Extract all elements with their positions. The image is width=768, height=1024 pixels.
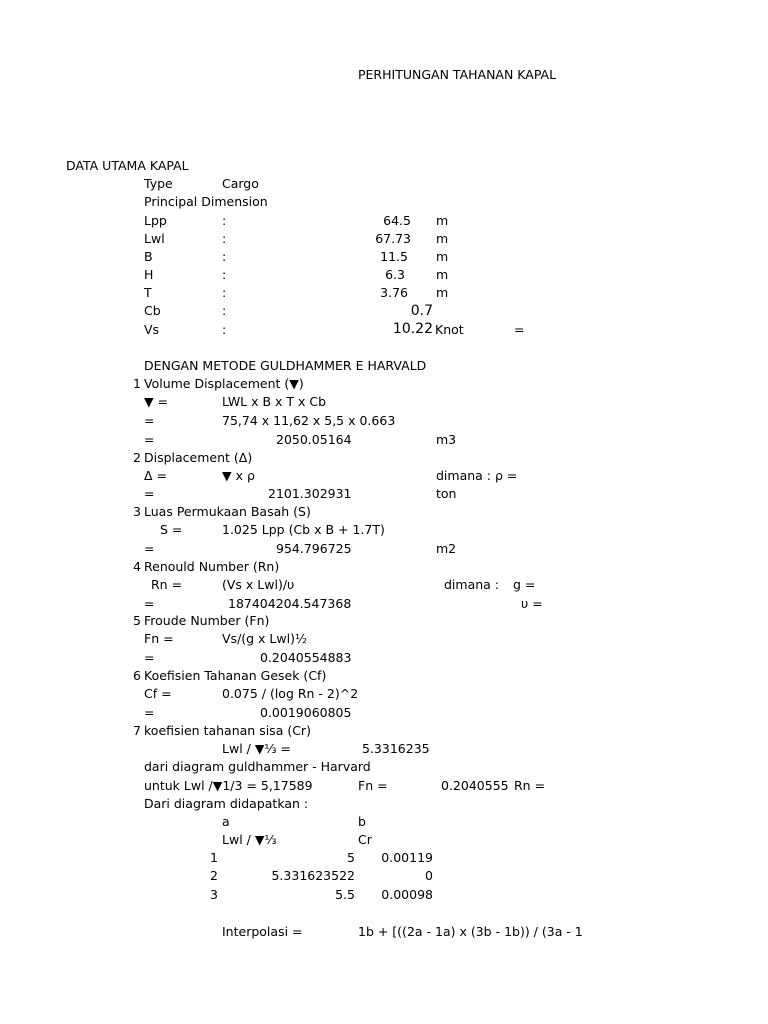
type-value: Cargo <box>222 176 259 191</box>
table-cell-b: 0 <box>425 868 433 883</box>
section-title: Koefisien Tahanan Gesek (Cf) <box>144 668 327 683</box>
formula-rhs: LWL x B x T x Cb <box>222 394 327 409</box>
dim-colon: : <box>222 213 227 228</box>
dim-unit: m <box>436 231 449 246</box>
section-title: Volume Displacement (▼) <box>144 376 304 391</box>
formula-lhs: Cf = <box>144 686 172 701</box>
ratio-label: Lwl / ▼⅓ = <box>222 741 291 756</box>
dim-label: H <box>144 267 154 282</box>
section-title: Displacement (Δ) <box>144 450 253 465</box>
formula-lhs: Δ = <box>144 468 167 483</box>
formula-lhs: = <box>144 413 155 428</box>
type-label: Type <box>144 176 173 191</box>
section-title: koefisien tahanan sisa (Cr) <box>144 723 311 738</box>
dim-value: 11.5 <box>380 249 408 264</box>
table-cell-a: 5 <box>347 850 355 865</box>
section-number: 5 <box>133 613 141 628</box>
section-number: 6 <box>133 668 141 683</box>
dim-value: 67.73 <box>375 231 411 246</box>
dim-label: Lpp <box>144 213 167 228</box>
fn-label: Fn = <box>358 778 388 793</box>
rn-label: Rn = <box>514 778 546 793</box>
formula-rhs: ▼ x ρ <box>222 468 255 483</box>
formula-lhs: = <box>144 650 155 665</box>
dim-unit: m <box>436 213 449 228</box>
dim-colon: : <box>222 249 227 264</box>
result-unit: m2 <box>436 541 457 556</box>
formula-rhs: Vs/(g x Lwl)½ <box>222 631 308 646</box>
formula-lhs: = <box>144 432 155 447</box>
method-heading: DENGAN METODE GULDHAMMER E HARVALD <box>144 358 427 373</box>
section-number: 2 <box>133 450 141 465</box>
dim-label: Lwl <box>144 231 165 246</box>
formula-rhs: 75,74 x 11,62 x 5,5 x 0.663 <box>222 413 396 428</box>
principal-dimension-label: Principal Dimension <box>144 194 268 209</box>
dimana-note: dimana : <box>444 577 500 592</box>
section-title: Froude Number (Fn) <box>144 613 270 628</box>
untuk-line: untuk Lwl /▼1/3 = 5,17589 <box>144 778 313 793</box>
dim-label: Vs <box>144 322 160 337</box>
section-title: Renould Number (Rn) <box>144 559 280 574</box>
section-number: 3 <box>133 504 141 519</box>
formula-rhs: (Vs x Lwl)/υ <box>222 577 295 592</box>
column-header-a: a <box>222 814 230 829</box>
section-number: 7 <box>133 723 141 738</box>
interpolasi-label: Interpolasi = <box>222 924 303 939</box>
g-label: g = <box>513 577 536 592</box>
formula-rhs: 1.025 Lpp (Cb x B + 1.7T) <box>222 522 385 537</box>
formula-lhs: Fn = <box>144 631 174 646</box>
section-number: 4 <box>133 559 141 574</box>
dim-label: T <box>144 285 152 300</box>
dim-unit: m <box>436 285 449 300</box>
dim-unit: Knot <box>435 322 464 337</box>
fn-value: 0.2040555 <box>441 778 509 793</box>
dim-label: Cb <box>144 303 161 318</box>
dim-colon: : <box>222 303 227 318</box>
nu-label: υ = <box>521 596 543 611</box>
table-cell-a: 5.5 <box>335 887 355 902</box>
dim-value: 64.5 <box>383 213 411 228</box>
dim-value: 0.7 <box>410 303 433 319</box>
dim-colon: : <box>222 267 227 282</box>
interpolasi-formula: 1b + [((2a - 1a) x (3b - 1b)) / (3a - 1 <box>358 924 583 939</box>
formula-lhs: ▼ = <box>144 394 169 409</box>
formula-lhs: = <box>144 541 155 556</box>
dim-equals: = <box>514 322 525 337</box>
formula-lhs: = <box>144 486 155 501</box>
table-row-index: 3 <box>210 887 218 902</box>
table-cell-a: 5.331623522 <box>271 868 355 883</box>
section-heading-data-utama: DATA UTAMA KAPAL <box>66 158 189 173</box>
formula-lhs: Rn = <box>151 577 183 592</box>
table-cell-b: 0.00098 <box>381 887 433 902</box>
dim-label: B <box>144 249 153 264</box>
column-header-a2: Lwl / ▼⅓ <box>222 832 277 847</box>
table-cell-b: 0.00119 <box>381 850 433 865</box>
result-unit: m3 <box>436 432 457 447</box>
formula-lhs: S = <box>160 522 183 537</box>
dim-unit: m <box>436 267 449 282</box>
table-row-index: 2 <box>210 868 218 883</box>
result-value: 954.796725 <box>276 541 352 556</box>
dim-value: 10.22 <box>392 321 433 337</box>
dim-unit: m <box>436 249 449 264</box>
dim-colon: : <box>222 285 227 300</box>
didapatkan-line: Dari diagram didapatkan : <box>144 796 309 811</box>
result-value: 2050.05164 <box>276 432 352 447</box>
formula-rhs: 0.075 / (log Rn - 2)^2 <box>222 686 359 701</box>
table-row-index: 1 <box>210 850 218 865</box>
formula-lhs: = <box>144 705 155 720</box>
result-value: 0.0019060805 <box>260 705 352 720</box>
page-title: PERHITUNGAN TAHANAN KAPAL <box>358 67 557 82</box>
column-header-b2: Cr <box>358 832 372 847</box>
dim-colon: : <box>222 231 227 246</box>
dim-value: 6.3 <box>385 267 405 282</box>
dim-colon: : <box>222 322 227 337</box>
section-title: Luas Permukaan Basah (S) <box>144 504 311 519</box>
section-number: 1 <box>133 376 141 391</box>
formula-lhs: = <box>144 596 155 611</box>
dimana-note: dimana : ρ = <box>436 468 518 483</box>
result-value: 0.2040554883 <box>260 650 352 665</box>
dim-value: 3.76 <box>380 285 408 300</box>
result-unit: ton <box>436 486 457 501</box>
ratio-value: 5.3316235 <box>362 741 430 756</box>
result-value: 2101.302931 <box>268 486 352 501</box>
result-value: 187404204.547368 <box>228 596 352 611</box>
diagram-source: dari diagram guldhammer - Harvard <box>144 759 371 774</box>
column-header-b: b <box>358 814 366 829</box>
